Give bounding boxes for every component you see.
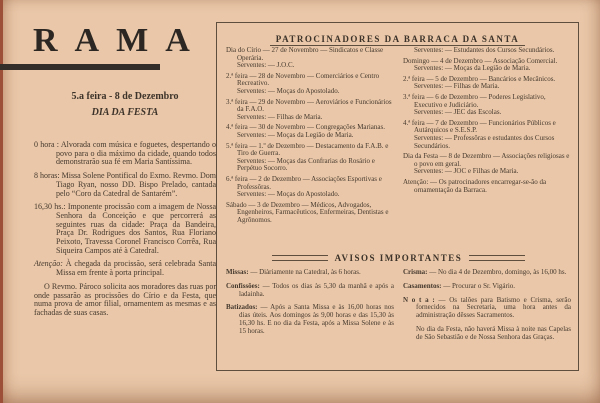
- aviso-item: [403, 269, 571, 277]
- sponsor-day: Domingo — 4 de Dezembro — Associação Comercial.: [403, 56, 558, 65]
- sponsor-serventes: Serventes: — JEC das Escolas.: [414, 108, 502, 117]
- sponsor-day: Dia da Festa — 8 de Dezembro — Associações religiosas e o povo em geral.: [403, 152, 570, 168]
- sponsor-day: 2.ª feira — 5 de Dezembro — Bancários e Mecânicos.: [403, 74, 556, 83]
- paper-left-edge: [0, 0, 3, 403]
- schedule-item: [34, 260, 216, 277]
- schedule-item: [34, 203, 216, 255]
- sponsor-entry: [226, 47, 394, 70]
- aviso-item: [403, 297, 571, 320]
- sponsor-entry: [226, 176, 394, 199]
- sponsor-day: 3.ª feira — 29 de Novembro — Aeroviários e Funcionários da F.A.O.: [226, 97, 392, 114]
- sponsor-day: 4.ª feira — 30 de Novembro — Congregações Marianas.: [226, 123, 385, 132]
- schedule-item-text: Missa Solene Pontifical do Exmo. Revmo. Dom Tiago Ryan, nosso DD. Bispo Prelado, cantada pelo “Coro da Catedral de Santarém”.: [56, 171, 216, 198]
- aviso-label: Confissões:: [226, 281, 260, 290]
- sponsor-entry: [403, 47, 571, 55]
- festa-name: DIA DA FESTA: [91, 107, 159, 118]
- sponsor-serventes: Serventes: — JOC e Filhas de Maria.: [414, 167, 519, 176]
- aviso-item: [226, 269, 394, 277]
- sponsor-entry: [403, 179, 571, 194]
- sponsor-serventes: Serventes: — Moças do Apostolado.: [237, 190, 340, 199]
- aviso-text: — Procurar o Sr. Vigário.: [443, 281, 516, 290]
- sponsor-entry: [226, 143, 394, 173]
- schedule-time-label: 8 horas:: [34, 171, 60, 181]
- sponsor-entry: [403, 94, 571, 117]
- aviso-label: Batizados:: [226, 303, 258, 312]
- sponsors-column-2: [403, 47, 571, 227]
- sponsor-serventes: Serventes: — Filhas de Maria.: [237, 112, 323, 121]
- sponsor-serventes: Serventes: — Filhas de Maria.: [414, 82, 500, 91]
- festa-subtitle-block: [30, 91, 220, 118]
- schedule-list: [34, 141, 216, 318]
- sponsor-day: Sábado — 3 de Dezembro — Médicos, Advogados, Engenheiros, Farmacêuticos, Enfermeiras, Dentistas e Agrônomos.: [226, 200, 389, 224]
- schedule-item-text: Alvorada com música e foguetes, despertando o povo para o dia máximo da cidade, quando todos demonstrarão sua fé em Maria Santíssima.: [56, 140, 217, 167]
- aviso-text: — No dia 4 de Dezembro, domingo, às 16,00 hs.: [429, 268, 567, 276]
- aviso-text: — Os talões para Batismo e Crisma, serão fornecidos na Secretaria, uma hora antes da administração dêsses Sacramentos.: [416, 295, 571, 320]
- sponsor-attention-note: Atenção: — Os patrocinadores encarregar-se-ão da ornamentação da Barraca.: [403, 177, 547, 194]
- aviso-note-extra: No dia da Festa, não haverá Missa à noite nas Capelas de São Sebastião e de Nossa Senhora das Graças.: [416, 324, 571, 341]
- decorative-rule-left: [272, 255, 328, 261]
- aviso-text: — Diàriamente na Catedral, às 6 horas.: [250, 268, 361, 276]
- sponsor-entry: [226, 202, 394, 225]
- avisos-header: AVISOS IMPORTANTES: [334, 253, 463, 263]
- sponsor-day: Dia do Círio — 27 de Novembro — Sindicatos e Classe Operária.: [226, 46, 384, 62]
- sponsor-entry: [403, 153, 571, 176]
- sponsor-entry: [226, 124, 394, 139]
- schedule-attention-label: Atenção:: [34, 259, 63, 269]
- sponsor-serventes: Serventes: — Estudantes dos Cursos Secundários.: [414, 46, 555, 54]
- sponsor-serventes: Serventes: — Moças da Legião de Maria.: [237, 130, 354, 139]
- aviso-item: [403, 283, 571, 291]
- sponsor-day: 6.ª feira — 2 de Dezembro — Associações Esportivas e Professôras.: [226, 174, 382, 191]
- sponsor-day: 5.ª feira — 1.º de Dezembro — Destacamento da F.A.B. e Tiro de Guerra.: [226, 141, 389, 158]
- schedule-closing-note: O Revmo. Pároco solicita aos moradores das ruas por onde passarão as procissões do Círio e da Festa, que numa prova de amor filial, ornamentem as mesmas e as fachadas de suas casas.: [34, 281, 216, 317]
- page-title: RAMA: [33, 22, 207, 59]
- aviso-text: — Após a Santa Missa e às 16,00 horas nos dias úteis. Aos domingos às 9,00 horas e das 15,30 às 16,30 hs. E no dia da Festa, após a Missa Solene e às 15 horas.: [239, 303, 394, 335]
- aviso-item: [226, 304, 394, 335]
- sponsor-day: 4.ª feira — 7 de Dezembro — Funcionários Públicos e Autárquicos e S.E.S.P.: [403, 118, 556, 135]
- aviso-text: — Todos os dias às 5,30 da manhã e após a ladainha.: [239, 281, 394, 298]
- sponsor-entry: [403, 76, 571, 91]
- aviso-label: N o t a :: [403, 295, 435, 304]
- schedule-item: [34, 141, 216, 167]
- sponsors-header: PATROCINADORES DA BARRACA DA SANTA: [270, 34, 526, 46]
- sponsor-day: 2.ª feira — 28 de Novembro — Comerciários e Centro Recreativo.: [226, 71, 380, 88]
- title-underline: [0, 64, 160, 70]
- aviso-label: Casamentos:: [403, 281, 442, 290]
- aviso-label: Missas:: [226, 268, 249, 276]
- sponsor-day: 3.ª feira — 6 de Dezembro — Poderes Legislativo, Executivo e Judiciário.: [403, 92, 546, 109]
- sponsor-serventes: Serventes: — Moças do Apostolado.: [237, 86, 340, 95]
- aviso-label: Crisma:: [403, 268, 428, 276]
- festa-date: 5.a feira - 8 de Dezembro: [71, 91, 179, 102]
- sponsors-panel: [216, 22, 579, 371]
- sponsor-serventes: Serventes: — Professôras e estudantes dos Cursos Secundários.: [414, 133, 555, 150]
- sponsors-header-row: [217, 29, 578, 47]
- schedule-time-label: 0 hora :: [34, 140, 59, 149]
- schedule-time-label: 16,30 hs.:: [34, 202, 66, 212]
- sponsor-serventes: Serventes: — J.O.C.: [237, 61, 295, 70]
- avisos-header-row: [226, 253, 571, 263]
- sponsor-entry: [226, 73, 394, 96]
- avisos-section: [226, 253, 571, 342]
- sponsors-columns: [226, 47, 571, 227]
- sponsor-entry: [403, 58, 571, 73]
- avisos-columns: [226, 269, 571, 342]
- sponsor-serventes: Serventes: — Moças das Confrarias do Rosário e Perpétuo Socorro.: [237, 156, 375, 173]
- schedule-item-text: Imponente procissão com a imagem de Nossa Senhora da Conceição e que percorrerá as seguintes ruas da cidade: Praça da Bandeira, Praça Dr. Rodrigues dos Santos, Rua Floriano Peixoto, Travessa Coronel Francisco Corrêa, Rua Siqueira Campos até à Catedral.: [56, 202, 217, 255]
- schedule-item-text: À chegada da procissão, será celebrada Santa Missa em frente à porta principal.: [56, 259, 216, 278]
- schedule-item: [34, 172, 216, 198]
- aviso-item: [226, 283, 394, 299]
- sponsors-column-1: [226, 47, 394, 227]
- sponsor-serventes: Serventes: — Moças da Legião de Maria.: [414, 64, 531, 73]
- avisos-column-1: [226, 269, 394, 342]
- sponsor-entry: [403, 120, 571, 150]
- sponsor-entry: [226, 99, 394, 122]
- decorative-rule-right: [469, 255, 525, 261]
- avisos-column-2: [403, 269, 571, 342]
